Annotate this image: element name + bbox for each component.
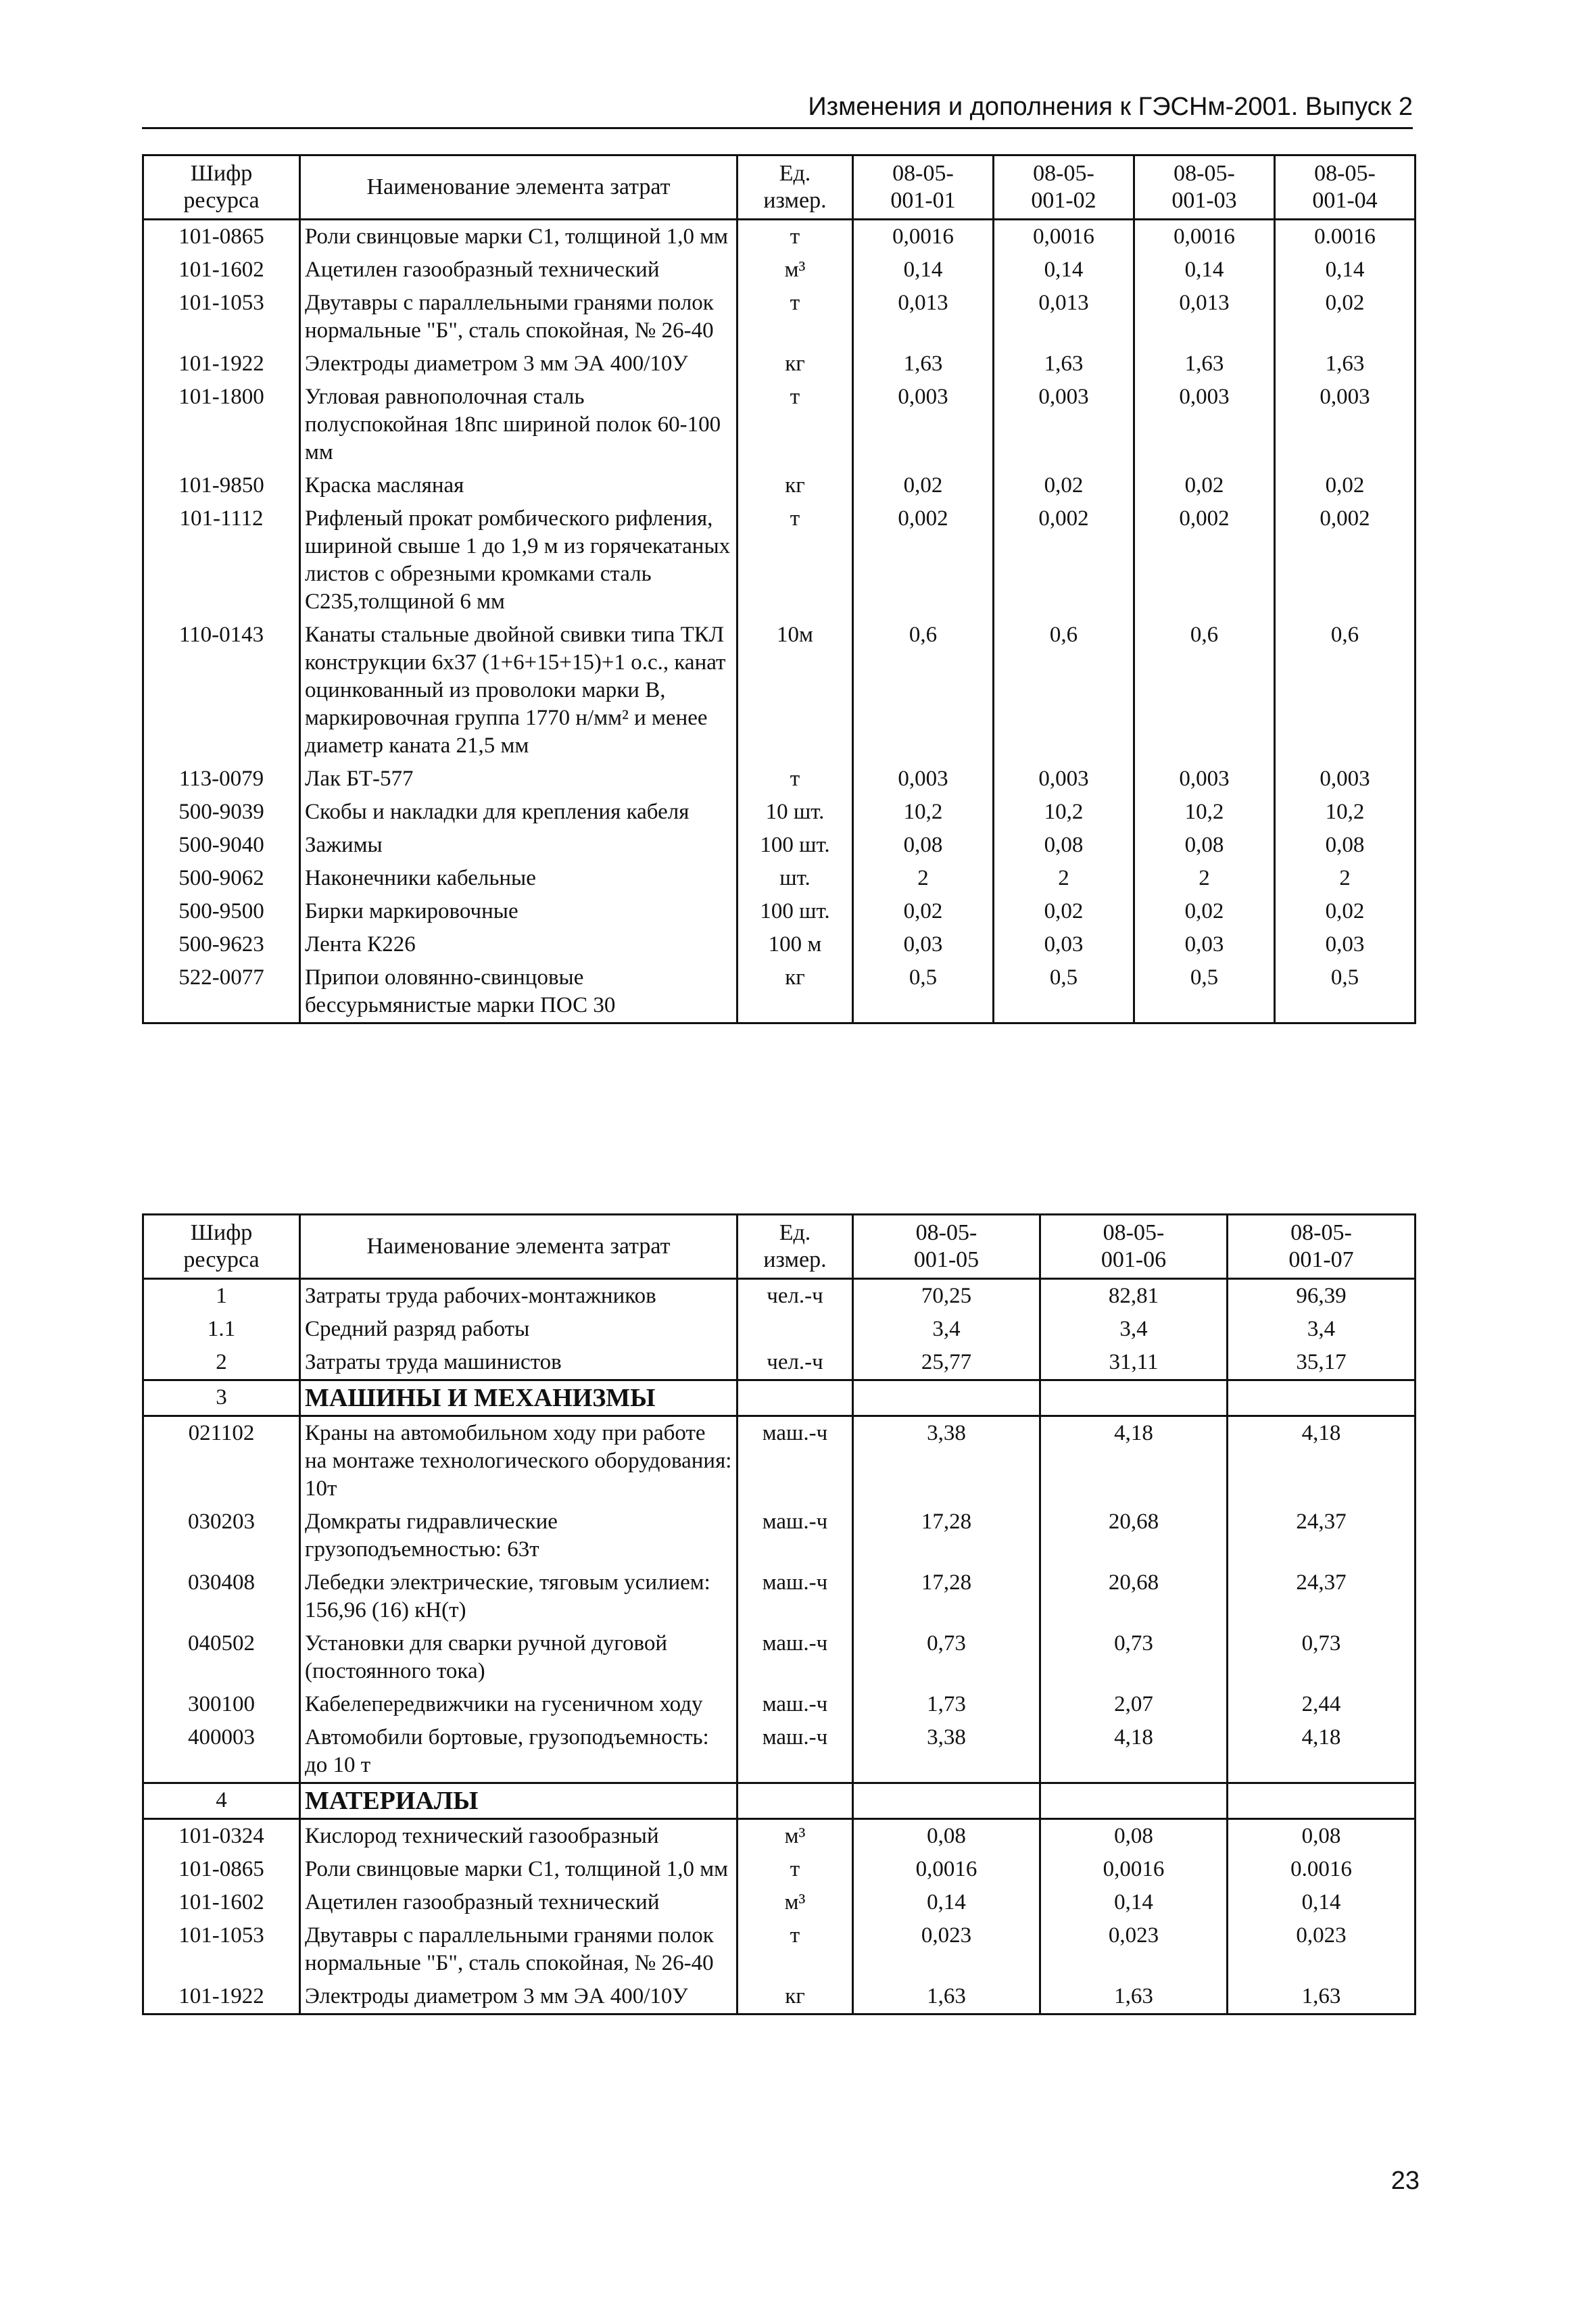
cell-value-4: 1,63	[1275, 347, 1416, 381]
cell-value-3: 0,5	[1134, 961, 1275, 1023]
table-row	[143, 961, 1416, 1023]
cell-value-2: 2	[994, 862, 1134, 895]
table-row	[143, 1566, 1416, 1627]
cell-name: Домкраты гидравлические грузоподъемностью: 63т	[300, 1505, 737, 1566]
cell-name: Краска масляная	[300, 469, 737, 502]
cell-code: 101-1800	[143, 381, 300, 469]
cell-unit: кг	[737, 347, 853, 381]
cell-unit: т	[737, 220, 853, 254]
cell-value-1: 17,28	[853, 1505, 1040, 1566]
cell-unit: маш.-ч	[737, 1505, 853, 1566]
cell-unit: шт.	[737, 862, 853, 895]
cell-value-1: 0,02	[853, 895, 994, 928]
cell-value-4: 2	[1275, 862, 1416, 895]
cell-value-1: 0,73	[853, 1627, 1040, 1688]
cell-unit: кг	[737, 469, 853, 502]
cell-value-2: 0,5	[994, 961, 1134, 1023]
cell-code: 2	[143, 1346, 300, 1380]
cell-value-2: 0,023	[1040, 1919, 1228, 1980]
cell-code: 400003	[143, 1721, 300, 1783]
cell-value-4: 0,002	[1275, 502, 1416, 619]
cell-code: 101-1922	[143, 347, 300, 381]
cell-value-2: 0,013	[994, 287, 1134, 347]
table-row	[143, 347, 1416, 381]
cell-value-3: 0,0016	[1134, 220, 1275, 254]
cell-code: 522-0077	[143, 961, 300, 1023]
cell-value-3: 35,17	[1228, 1346, 1416, 1380]
cell-value-2: 4,18	[1040, 1721, 1228, 1783]
cell-value-3: 10,2	[1134, 796, 1275, 829]
cell-name: Кислород технический газообразный	[300, 1819, 737, 1854]
cell-value-4: 0,08	[1275, 829, 1416, 862]
cell-name: Канаты стальные двойной свивки типа ТКЛ конструкции 6х37 (1+6+15+15)+1 о.с., канат оцинкованный из проволоки марки В, маркировочная группа 1770 н/мм² и менее диаметр каната 21,5 мм	[300, 619, 737, 763]
cell-name: Двутавры с параллельными гранями полок нормальные "Б", сталь спокойная, № 26-40	[300, 1919, 737, 1980]
cell-name: Средний разряд работы	[300, 1313, 737, 1346]
table-row	[143, 928, 1416, 961]
cell-value-4: 0,003	[1275, 381, 1416, 469]
cell-code: 4	[143, 1783, 300, 1819]
cell-code: 101-1602	[143, 254, 300, 287]
table-row	[143, 1721, 1416, 1783]
cell-code: 300100	[143, 1688, 300, 1721]
cell-name: Скобы и накладки для крепления кабеля	[300, 796, 737, 829]
section-row	[143, 1380, 1416, 1416]
cell-value-3: 0,14	[1228, 1886, 1416, 1919]
cell-value-2: 1,63	[994, 347, 1134, 381]
cell-unit: кг	[737, 961, 853, 1023]
cell-unit: т	[737, 763, 853, 796]
table-row	[143, 287, 1416, 347]
cell-name: Припои оловянно-свинцовые бессурьмянистые марки ПОС 30	[300, 961, 737, 1023]
cell-unit: т	[737, 381, 853, 469]
cell-name: Ацетилен газообразный технический	[300, 1886, 737, 1919]
cell-value-1: 0,002	[853, 502, 994, 619]
cell-code: 500-9062	[143, 862, 300, 895]
cell-value-2: 0,02	[994, 469, 1134, 502]
cell-code: 101-0865	[143, 1853, 300, 1886]
table-row	[143, 895, 1416, 928]
cell-name: Электроды диаметром 3 мм ЭА 400/10У	[300, 1980, 737, 2015]
cell-unit: 100 шт.	[737, 829, 853, 862]
cell-code: 101-1602	[143, 1886, 300, 1919]
cell-unit: чел.-ч	[737, 1346, 853, 1380]
table-row	[143, 619, 1416, 763]
header-name: Наименование элемента затрат	[300, 155, 737, 220]
cell-name: Роли свинцовые марки С1, толщиной 1,0 мм	[300, 1853, 737, 1886]
cell-value-1: 3,38	[853, 1416, 1040, 1506]
header-col-2: 08-05- 001-06	[1040, 1215, 1228, 1279]
cell-code: 500-9623	[143, 928, 300, 961]
cell-code: 101-1112	[143, 502, 300, 619]
cell-code: 500-9500	[143, 895, 300, 928]
table-row	[143, 220, 1416, 254]
cell-value-3: 24,37	[1228, 1566, 1416, 1627]
cell-value-2: 82,81	[1040, 1279, 1228, 1313]
cell-value-1: 0,0016	[853, 1853, 1040, 1886]
header-col-3: 08-05- 001-07	[1228, 1215, 1416, 1279]
header-code: Шифр ресурса	[143, 1215, 300, 1279]
cell-value-4: 0,02	[1275, 469, 1416, 502]
cell-name: Электроды диаметром 3 мм ЭА 400/10У	[300, 347, 737, 381]
cell-value-2: 0,08	[1040, 1819, 1228, 1854]
cell-empty	[737, 1783, 853, 1819]
cell-name: Лак БТ-577	[300, 763, 737, 796]
table-header-row	[143, 155, 1416, 220]
header-unit: Ед. измер.	[737, 1215, 853, 1279]
cell-value-3: 1,63	[1134, 347, 1275, 381]
table-row	[143, 254, 1416, 287]
cell-unit: 10 шт.	[737, 796, 853, 829]
cell-value-2: 0,6	[994, 619, 1134, 763]
cell-name: Краны на автомобильном ходу при работе на монтаже технологического оборудования: 10т	[300, 1416, 737, 1506]
cell-value-3: 96,39	[1228, 1279, 1416, 1313]
cell-unit: чел.-ч	[737, 1279, 853, 1313]
cell-empty	[1228, 1783, 1416, 1819]
resource-table-1	[142, 154, 1416, 1024]
cell-unit: м³	[737, 1819, 853, 1854]
cell-code: 040502	[143, 1627, 300, 1688]
cell-value-2: 0,14	[1040, 1886, 1228, 1919]
cell-name: Зажимы	[300, 829, 737, 862]
cell-value-1: 0,003	[853, 763, 994, 796]
cell-name: Роли свинцовые марки С1, толщиной 1,0 мм	[300, 220, 737, 254]
cell-name: Ацетилен газообразный технический	[300, 254, 737, 287]
cell-value-1: 0,5	[853, 961, 994, 1023]
cell-value-2: 3,4	[1040, 1313, 1228, 1346]
cell-name: Лента К226	[300, 928, 737, 961]
table-row	[143, 862, 1416, 895]
table-row	[143, 1416, 1416, 1506]
cell-unit: маш.-ч	[737, 1721, 853, 1783]
cell-value-1: 1,73	[853, 1688, 1040, 1721]
cell-empty	[1228, 1380, 1416, 1416]
cell-value-1: 0,013	[853, 287, 994, 347]
table-row	[143, 469, 1416, 502]
table-row	[143, 796, 1416, 829]
cell-value-1: 0,03	[853, 928, 994, 961]
cell-value-3: 2	[1134, 862, 1275, 895]
table-row	[143, 763, 1416, 796]
cell-value-1: 3,38	[853, 1721, 1040, 1783]
page-number: 23	[1391, 2167, 1420, 2195]
cell-value-2: 0,0016	[1040, 1853, 1228, 1886]
cell-value-3: 2,44	[1228, 1688, 1416, 1721]
cell-value-4: 0,5	[1275, 961, 1416, 1023]
table-row	[143, 1853, 1416, 1886]
cell-value-2: 0,0016	[994, 220, 1134, 254]
cell-value-3: 0.0016	[1228, 1853, 1416, 1886]
cell-code: 101-1053	[143, 287, 300, 347]
cell-code: 500-9039	[143, 796, 300, 829]
cell-value-3: 0,14	[1134, 254, 1275, 287]
cell-value-1: 3,4	[853, 1313, 1040, 1346]
cell-value-3: 0,02	[1134, 469, 1275, 502]
cell-value-2: 0,14	[994, 254, 1134, 287]
cell-value-3: 24,37	[1228, 1505, 1416, 1566]
cell-unit: м³	[737, 1886, 853, 1919]
cell-value-4: 0.0016	[1275, 220, 1416, 254]
cell-name: Угловая равнополочная сталь полуспокойная 18пс шириной полок 60-100 мм	[300, 381, 737, 469]
cell-value-2: 0,08	[994, 829, 1134, 862]
header-col-1: 08-05- 001-05	[853, 1215, 1040, 1279]
cell-unit: маш.-ч	[737, 1627, 853, 1688]
cell-value-2: 0,03	[994, 928, 1134, 961]
cell-code: 021102	[143, 1416, 300, 1506]
cell-unit: т	[737, 287, 853, 347]
table-row	[143, 381, 1416, 469]
cell-code: 3	[143, 1380, 300, 1416]
cell-unit: маш.-ч	[737, 1566, 853, 1627]
table-row	[143, 829, 1416, 862]
table-row	[143, 1688, 1416, 1721]
cell-value-3: 1,63	[1228, 1980, 1416, 2015]
cell-name: Затраты труда машинистов	[300, 1346, 737, 1380]
table-row	[143, 1505, 1416, 1566]
page-header	[142, 87, 1413, 129]
table-row	[143, 1886, 1416, 1919]
cell-value-4: 10,2	[1275, 796, 1416, 829]
cell-name: Автомобили бортовые, грузоподъемность: до 10 т	[300, 1721, 737, 1783]
table-row	[143, 1819, 1416, 1854]
cell-code: 101-1922	[143, 1980, 300, 2015]
cell-value-1: 0,08	[853, 829, 994, 862]
cell-value-4: 0,14	[1275, 254, 1416, 287]
cell-value-3: 0,023	[1228, 1919, 1416, 1980]
cell-value-2: 0,003	[994, 763, 1134, 796]
cell-value-2: 0,02	[994, 895, 1134, 928]
cell-value-2: 10,2	[994, 796, 1134, 829]
cell-value-1: 0,0016	[853, 220, 994, 254]
header-col-3: 08-05- 001-03	[1134, 155, 1275, 220]
cell-value-1: 1,63	[853, 1980, 1040, 2015]
cell-value-3: 0,003	[1134, 381, 1275, 469]
table-header-row	[143, 1215, 1416, 1279]
cell-name: Лебедки электрические, тяговым усилием: 156,96 (16) кН(т)	[300, 1566, 737, 1627]
table-row	[143, 502, 1416, 619]
cell-empty	[1040, 1783, 1228, 1819]
cell-value-1: 1,63	[853, 347, 994, 381]
cell-value-1: 0,08	[853, 1819, 1040, 1854]
cell-name: Бирки маркировочные	[300, 895, 737, 928]
cell-empty	[853, 1783, 1040, 1819]
cell-value-3: 0,73	[1228, 1627, 1416, 1688]
cell-unit: маш.-ч	[737, 1688, 853, 1721]
cell-name: Кабелепередвижчики на гусеничном ходу	[300, 1688, 737, 1721]
cell-unit: м³	[737, 254, 853, 287]
cell-value-3: 0,08	[1134, 829, 1275, 862]
cell-value-4: 0,02	[1275, 895, 1416, 928]
cell-unit: т	[737, 1919, 853, 1980]
cell-value-4: 0,003	[1275, 763, 1416, 796]
cell-value-4: 0,02	[1275, 287, 1416, 347]
cell-value-3: 0,6	[1134, 619, 1275, 763]
cell-name: Наконечники кабельные	[300, 862, 737, 895]
cell-value-3: 0,002	[1134, 502, 1275, 619]
cell-name: МАШИНЫ И МЕХАНИЗМЫ	[300, 1380, 737, 1416]
cell-value-1: 0,02	[853, 469, 994, 502]
cell-value-1: 0,6	[853, 619, 994, 763]
table-row	[143, 1279, 1416, 1313]
cell-name: Затраты труда рабочих-монтажников	[300, 1279, 737, 1313]
cell-value-2: 1,63	[1040, 1980, 1228, 2015]
cell-value-2: 31,11	[1040, 1346, 1228, 1380]
cell-name: Двутавры с параллельными гранями полок нормальные "Б", сталь спокойная, № 26-40	[300, 287, 737, 347]
table-row	[143, 1346, 1416, 1380]
cell-empty	[853, 1380, 1040, 1416]
cell-value-1: 2	[853, 862, 994, 895]
cell-code: 1.1	[143, 1313, 300, 1346]
cell-value-3: 3,4	[1228, 1313, 1416, 1346]
cell-value-3: 4,18	[1228, 1416, 1416, 1506]
cell-code: 030408	[143, 1566, 300, 1627]
cell-name: Рифленый прокат ромбического рифления, шириной свыше 1 до 1,9 м из горячекатаных листов с обрезными кромками сталь С235,толщиной 6 мм	[300, 502, 737, 619]
cell-value-1: 0,023	[853, 1919, 1040, 1980]
cell-empty	[1040, 1380, 1228, 1416]
table-row	[143, 1919, 1416, 1980]
header-name: Наименование элемента затрат	[300, 1215, 737, 1279]
cell-unit: кг	[737, 1980, 853, 2015]
cell-value-3: 0,02	[1134, 895, 1275, 928]
cell-value-2: 0,002	[994, 502, 1134, 619]
resource-table-2	[142, 1213, 1416, 2015]
header-col-4: 08-05- 001-04	[1275, 155, 1416, 220]
document-title: Изменения и дополнения к ГЭСНм-2001. Выпуск 2	[808, 93, 1413, 121]
cell-unit	[737, 1313, 853, 1346]
table-row	[143, 1627, 1416, 1688]
cell-code: 030203	[143, 1505, 300, 1566]
cell-value-1: 10,2	[853, 796, 994, 829]
cell-name: МАТЕРИАЛЫ	[300, 1783, 737, 1819]
cell-value-2: 0,73	[1040, 1627, 1228, 1688]
cell-value-2: 0,003	[994, 381, 1134, 469]
cell-value-3: 4,18	[1228, 1721, 1416, 1783]
cell-code: 101-9850	[143, 469, 300, 502]
cell-code: 101-0324	[143, 1819, 300, 1854]
cell-value-1: 0,14	[853, 254, 994, 287]
cell-value-1: 17,28	[853, 1566, 1040, 1627]
cell-code: 101-1053	[143, 1919, 300, 1980]
cell-unit: маш.-ч	[737, 1416, 853, 1506]
cell-value-3: 0,013	[1134, 287, 1275, 347]
table-row	[143, 1313, 1416, 1346]
header-col-2: 08-05- 001-02	[994, 155, 1134, 220]
cell-value-1: 0,14	[853, 1886, 1040, 1919]
cell-code: 110-0143	[143, 619, 300, 763]
cell-value-1: 25,77	[853, 1346, 1040, 1380]
cell-value-3: 0,003	[1134, 763, 1275, 796]
table-row	[143, 1980, 1416, 2015]
cell-name: Установки для сварки ручной дуговой (постоянного тока)	[300, 1627, 737, 1688]
cell-value-3: 0,08	[1228, 1819, 1416, 1854]
cell-value-1: 0,003	[853, 381, 994, 469]
cell-value-2: 2,07	[1040, 1688, 1228, 1721]
cell-value-2: 4,18	[1040, 1416, 1228, 1506]
cell-value-1: 70,25	[853, 1279, 1040, 1313]
cell-code: 1	[143, 1279, 300, 1313]
cell-value-2: 20,68	[1040, 1566, 1228, 1627]
cell-unit: 10м	[737, 619, 853, 763]
cell-value-2: 20,68	[1040, 1505, 1228, 1566]
cell-value-3: 0,03	[1134, 928, 1275, 961]
cell-code: 113-0079	[143, 763, 300, 796]
cell-unit: 100 шт.	[737, 895, 853, 928]
section-row	[143, 1783, 1416, 1819]
header-code: Шифр ресурса	[143, 155, 300, 220]
cell-value-4: 0,03	[1275, 928, 1416, 961]
header-unit: Ед. измер.	[737, 155, 853, 220]
cell-code: 101-0865	[143, 220, 300, 254]
cell-empty	[737, 1380, 853, 1416]
header-col-1: 08-05- 001-01	[853, 155, 994, 220]
cell-value-4: 0,6	[1275, 619, 1416, 763]
cell-unit: т	[737, 1853, 853, 1886]
cell-unit: 100 м	[737, 928, 853, 961]
cell-unit: т	[737, 502, 853, 619]
cell-code: 500-9040	[143, 829, 300, 862]
